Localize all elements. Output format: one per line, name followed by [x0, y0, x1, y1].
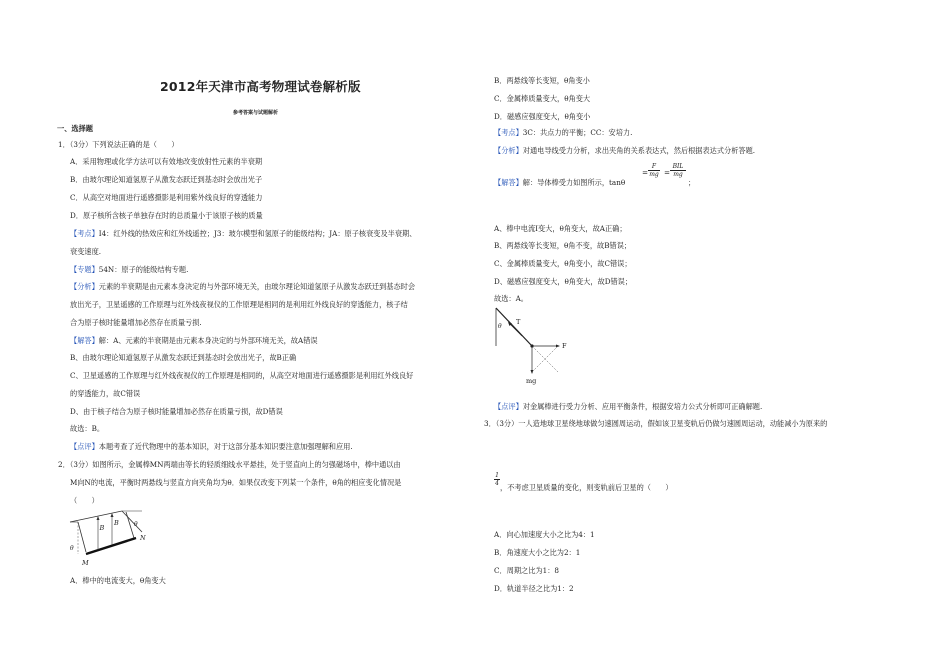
q2-fenxi-text: 对通电导线受力分析，求出夹角的关系表达式，然后根据表达式分析答题.	[522, 146, 756, 155]
q1-kaodian-text: I4：红外线的热效应和红外线遥控；J3：玻尔模型和氢原子的能级结构；JA：原子核衰变及半衰期、	[98, 229, 417, 238]
page-subtitle: 参考答案与试题解析	[233, 110, 279, 116]
q1-kaodian-cont: 衰变速度.	[70, 247, 102, 256]
q2-figure	[68, 508, 178, 570]
q2-kaodian-text: 3C：共点力的平衡；CC：安培力.	[522, 128, 633, 137]
section-heading: 一、选择题	[57, 124, 93, 133]
q2-stem-line2: M向N的电流，平衡时两悬线与竖直方向夹角均为θ．如果仅改变下列某一个条件，θ角的相应变化情况是	[70, 478, 402, 487]
q2-dianping-text: 对金属棒进行受力分析、应用平衡条件，根据安培力公式分析即可正确解题.	[522, 402, 763, 411]
q1-option-c: C．从高空对地面进行遥感摄影是利用紫外线良好的穿透能力	[70, 193, 263, 202]
q2-answer-a: A、棒中电流I变大，θ角变大，故A正确；	[494, 224, 627, 233]
q3-stem-line2: ，不考虑卫星质量的变化，则变轨前后卫星的（ ）	[500, 483, 673, 492]
q2-stem-line3: （ ）	[70, 496, 99, 505]
q3-frac-num: 1	[495, 472, 499, 479]
zhuanti-tag: 【专题】	[70, 265, 99, 274]
q1-fenxi-line3: 合为原子核时能量增加必然存在质量亏损.	[70, 318, 202, 327]
q1-fenxi-text: 元素的半衰期是由元素本身决定的与外部环境无关，由玻尔理论知道氢原子从激发态跃迁到基态时会	[98, 282, 416, 291]
q2-force-diagram	[490, 306, 580, 386]
q1-jieda-b: B、由玻尔理论知道氢原子从激发态跃迁到基态时会放出光子，故B正确	[70, 353, 297, 362]
q1-stem: 1．（3分）下列说法正确的是（ ）	[58, 140, 179, 149]
q1-fenxi	[70, 282, 415, 292]
q2-frac2	[670, 163, 686, 178]
fig2-label-f: F	[562, 342, 567, 350]
fig-label-b1: B	[99, 524, 105, 532]
q2-option-b: B．两悬线等长变短，θ角变小	[494, 76, 590, 85]
q2-jieda-text: 解：导体棒受力如图所示，tanθ	[522, 178, 626, 187]
q3-option-d: D．轨道半径之比为1：2	[494, 584, 574, 593]
fig-label-theta2: θ	[134, 521, 138, 528]
q2-option-d: D．磁感应强度变大，θ角变小	[494, 112, 591, 121]
dianping-tag-2: 【点评】	[494, 402, 523, 411]
dianping-tag: 【点评】	[70, 442, 99, 451]
q2-frac1-num: F	[648, 163, 660, 171]
q2-choice: 故选：A。	[494, 294, 528, 303]
kaodian-tag-2: 【考点】	[494, 128, 523, 137]
fig2-label-t: T	[516, 318, 521, 326]
q1-choice: 故选：B。	[70, 424, 105, 433]
q1-dianping-text: 本题考查了近代物理中的基本知识，对于这部分基本知识要注意加强理解和应用.	[98, 442, 353, 451]
q1-jieda-d: D、由于核子结合为原子核时能量增加必然存在质量亏损，故D错误	[70, 407, 283, 416]
fenxi-tag-2: 【分析】	[494, 146, 523, 155]
q1-jieda-a: 解：A、元素的半衰期是由元素本身决定的与外部环境无关，故A错误	[98, 336, 318, 345]
q1-kaodian	[70, 229, 416, 239]
q2-frac2-num: BIL	[670, 163, 686, 171]
fig-label-b2: B	[114, 519, 119, 527]
jieda-tag: 【解答】	[70, 336, 99, 345]
q2-eq-end: ；	[688, 178, 696, 187]
q1-option-b: B．由玻尔理论知道氢原子从激发态跃迁到基态时会放出光子	[70, 175, 263, 184]
q2-eq1: =	[642, 168, 649, 177]
fig-label-theta1: θ	[70, 545, 74, 552]
q2-kaodian	[494, 128, 632, 138]
q2-frac1-den: mg	[649, 171, 659, 178]
q2-answer-d: D、磁感应强度变大，θ角变大，故D错误；	[494, 277, 633, 286]
q2-answer-c: C、金属棒质量变大，θ角变小，故C错误；	[494, 259, 632, 268]
q2-fenxi	[494, 146, 755, 156]
q1-option-a: A．采用物理或化学方法可以有效地改变放射性元素的半衰期	[70, 157, 263, 166]
q3-option-b: B．角速度大小之比为2：1	[494, 548, 581, 557]
q2-dianping	[494, 402, 762, 412]
q3-frac-den: 4	[495, 480, 499, 487]
q2-option-c: C．金属棒质量变大，θ角变大	[494, 94, 591, 103]
q1-jieda-c1: C、卫星遥感的工作原理与红外线夜视仪的工作原理是相同的，从高空对地面进行遥感摄影是利用红外线良好	[70, 371, 414, 380]
q3-option-a: A．向心加速度大小之比为4：1	[494, 530, 595, 539]
fig-label-n: N	[140, 534, 146, 542]
q2-frac1	[648, 163, 660, 178]
page-title: 2012年天津市高考物理试卷解析版	[160, 79, 361, 94]
fig2-label-theta: θ	[498, 323, 502, 330]
jieda-tag-2: 【解答】	[494, 178, 523, 187]
q1-jieda-c2: 的穿透能力，故C错误	[70, 389, 141, 398]
q3-option-c: C．周期之比为1：8	[494, 566, 559, 575]
kaodian-tag: 【考点】	[70, 229, 99, 238]
fig2-label-mg: mg	[526, 377, 537, 385]
q1-zhuanti	[70, 265, 188, 275]
q1-fenxi-line2: 放出光子，卫星遥感的工作原理与红外线夜视仪的工作原理是相同的是利用红外线良好的穿透能力，核子结	[70, 300, 408, 309]
q2-eq2: =	[664, 168, 671, 177]
q3-stem: 3．（3分）一人造地球卫星绕地球做匀速圆周运动，假如该卫星变轨后仍做匀速圆周运动，动能减小为原来的	[484, 419, 828, 428]
q2-stem-line1: 2．（3分）如图所示，金属棒MN两端由等长的轻质细线水平悬挂，处于竖直向上的匀强磁场中，棒中通以由	[58, 460, 401, 469]
q1-dianping	[70, 442, 353, 452]
q1-option-d: D．原子核所含核子单独存在时的总质量小于该原子核的质量	[70, 211, 263, 220]
q1-jieda	[70, 336, 318, 346]
q2-option-a: A．棒中的电流变大，θ角变大	[70, 576, 166, 585]
q2-frac2-den: mg	[673, 171, 683, 178]
q1-zhuanti-text: 54N：原子的能级结构专题.	[98, 265, 189, 274]
q2-answer-b: B、两悬线等长变短，θ角不变，故B错误；	[494, 241, 632, 250]
fig-label-m: M	[82, 559, 89, 567]
q2-jieda	[494, 178, 625, 188]
fenxi-tag: 【分析】	[70, 282, 99, 291]
